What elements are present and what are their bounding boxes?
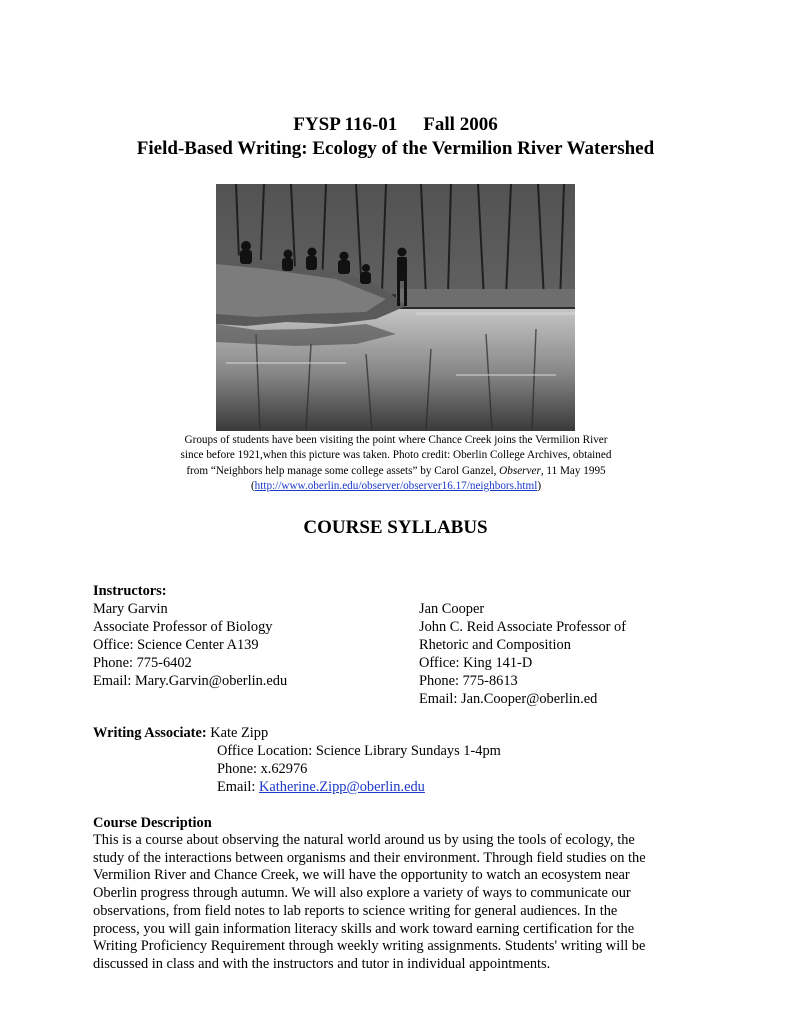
writing-associate bbox=[93, 724, 268, 742]
paragraph-line: This is a course about observing the natural world around us by using the tools of ecology, the bbox=[93, 832, 635, 848]
caption-line bbox=[120, 464, 672, 479]
caption-line: Groups of students have been visiting the point where Chance Creek joins the Vermilion River bbox=[184, 434, 608, 446]
photo-caption bbox=[120, 433, 672, 494]
course-description-body bbox=[93, 832, 705, 974]
wa-email-link[interactable]: Katherine.Zipp@oberlin.edu bbox=[258, 779, 425, 795]
instructor-email: Email: Jan.Cooper@oberlin.ed bbox=[419, 691, 598, 707]
paragraph-line: Writing Proficiency Requirement through weekly writing assignments. Students' writing will be bbox=[93, 938, 646, 955]
instructors-label: Instructors: bbox=[93, 583, 167, 599]
instructor-title: Associate Professor of Biology bbox=[93, 619, 273, 635]
course-description-heading: Course Description bbox=[93, 815, 212, 831]
writing-associate-name: Kate Zipp bbox=[206, 725, 269, 741]
instructor-garvin bbox=[93, 600, 287, 690]
paragraph-line: discussed in class and with the instructors and tutor in individual appointments. bbox=[93, 955, 551, 972]
paragraph-line: study of the interactions between organisms and their environment. Through field studies on the bbox=[93, 849, 646, 866]
instructor-office: Office: Science Center A139 bbox=[93, 637, 259, 653]
caption-source-link[interactable]: http://www.oberlin.edu/observer/observer16.17/neighbors.html bbox=[254, 479, 538, 492]
caption-line: since before 1921,when this picture was taken. Photo credit: Oberlin College Archives, obtained bbox=[180, 449, 612, 462]
paragraph-line: Vermilion River and Chance Creek, we will have the opportunity to watch an ecosystem near bbox=[93, 867, 630, 884]
writing-associate-label: Writing Associate: bbox=[93, 725, 207, 741]
wa-office: Office Location: Science Library Sundays 1-4pm bbox=[217, 743, 501, 759]
syllabus-heading: COURSE SYLLABUS bbox=[303, 517, 488, 538]
caption-publication: Observer bbox=[499, 464, 541, 477]
caption-close-paren: ) bbox=[537, 479, 542, 492]
wa-email-line bbox=[217, 778, 501, 796]
caption-line bbox=[120, 479, 672, 494]
paragraph-line: process, you will gain information literacy skills and work toward earning certification for the bbox=[93, 920, 635, 937]
instructor-name: Jan Cooper bbox=[419, 601, 485, 617]
historical-river-photo bbox=[216, 184, 575, 431]
course-code: FYSP 116-01 bbox=[293, 114, 398, 135]
course-code-term bbox=[0, 113, 791, 137]
instructor-phone: Phone: 775-8613 bbox=[419, 673, 518, 689]
instructor-name: Mary Garvin bbox=[93, 601, 168, 617]
course-title: Field-Based Writing: Ecology of the Vermilion River Watershed bbox=[136, 138, 655, 159]
wa-email-label: Email: bbox=[217, 779, 259, 795]
instructor-title: John C. Reid Associate Professor of bbox=[419, 619, 627, 635]
caption-text: from “Neighbors help manage some college assets” by Carol Ganzel, bbox=[186, 464, 500, 477]
paragraph-line: Oberlin progress through autumn. We will also explore a variety of ways to communicate our bbox=[93, 885, 631, 902]
instructor-cooper bbox=[419, 600, 626, 708]
term: Fall 2006 bbox=[423, 114, 498, 135]
instructor-office: Office: King 141-D bbox=[419, 655, 533, 671]
instructor-title-cont: Rhetoric and Composition bbox=[419, 637, 571, 653]
instructor-email: Email: Mary.Garvin@oberlin.edu bbox=[93, 673, 288, 689]
caption-date: , 11 May 1995 bbox=[540, 464, 606, 477]
paragraph-line: observations, from field notes to lab reports to science writing for general audiences. In the bbox=[93, 902, 618, 919]
writing-associate-details bbox=[217, 742, 501, 796]
instructor-phone: Phone: 775-6402 bbox=[93, 655, 192, 671]
caption-open-paren: ( bbox=[250, 479, 255, 492]
wa-phone: Phone: x.62976 bbox=[217, 761, 308, 777]
